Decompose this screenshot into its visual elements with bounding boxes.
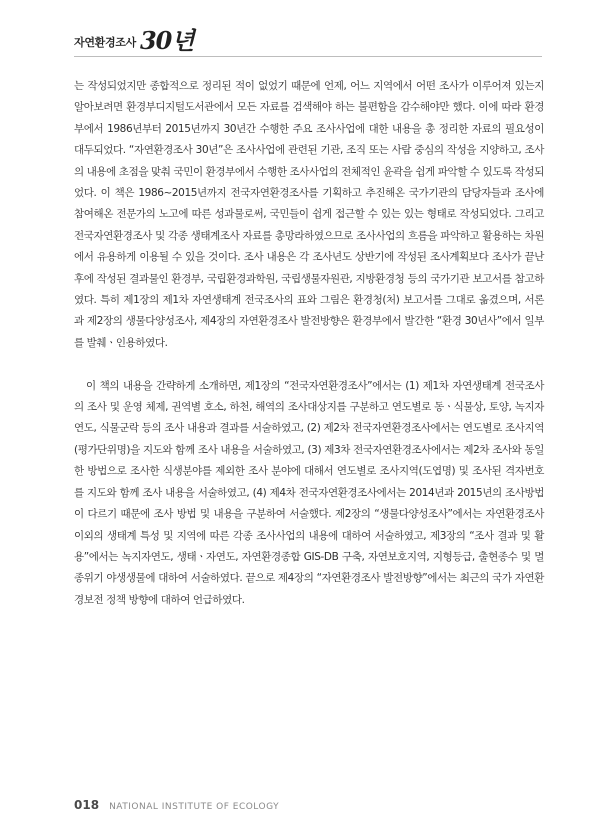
page-number: 018 xyxy=(74,798,100,812)
paragraph-2: 이 책의 내용을 간략하게 소개하면, 제1장의 “전국자연환경조사”에서는 (1) 제1차 자연생태계 전국조사의 조사 및 운영 체제, 권역별 호소, 하천, 해역의 조사대상지를 구분하고 연도별로 동ㆍ식물상, 토양, 녹지자연도, 식물군락 등의 조사 내용과 결과를 서술하였고, (2) 제2차 전국자연환경조사에서는 연도별로 조사지역(평가단위명)을 지도와 함께 조사 내용을 서술하였고, (3) 제3차 전국자연환경조사에서는 제2차 조사와 동일한 방법으로 조사한 식생분야를 제외한 조사 분야에 대해서 연도별로 조사지역(도엽명) 및 조사된 격자번호를 지도와 함께 조사 내용을 서술하였고, (4) 제4차 전국자연환경조사에서는 2014년과 2015년의 조사방법이 다르기 때문에 조사 방법 및 내용을 구분하여 서술했다. 제2장의 “생물다양성조사”에서는 자연환경조사 이외의 생태계 특성 및 지역에 따른 각종 조사사업의 내용에 대하여 서술하였고, 제3장의 “조사 결과 및 활용”에서는 녹지자연도, 생태ㆍ자연도, 자연환경종합 GIS-DB 구축, 자연보호지역, 지형등급, 출현종수 및 멸종위기 야생생물에 대하여 서술하였다. 끝으로 제4장의 “자연환경조사 발전방향”에서는 최근의 국가 자연환경보전 정책 방향에 대하여 언급하였다. xyxy=(74,379,544,606)
organization-name: NATIONAL INSTITUTE OF ECOLOGY xyxy=(109,802,280,812)
paragraph-spacer xyxy=(74,354,544,375)
body-text xyxy=(74,76,544,611)
paragraph-1: 는 작성되었지만 종합적으로 정리된 적이 없었기 때문에 언제, 어느 지역에서 어떤 조사가 이루어져 있는지 알아보려면 환경부디지털도서관에서 모든 자료를 검색해야 하는 불편함을 감수해야만 했다. 이에 따라 환경부에서 1986년부터 2015년까지 30년간 수행한 주요 조사사업에 대한 내용을 총 정리한 자료의 필요성이 대두되었다. “자연환경조사 30년”은 조사사업에 관련된 기관, 조직 또는 사람 중심의 작성을 지양하고, 조사의 내용에 초점을 맞춰 국민이 환경부에서 수행한 조사사업의 전체적인 윤곽을 쉽게 파악할 수 있도록 작성되었다. 이 책은 1986~2015년까지 전국자연환경조사를 기획하고 추진해온 국가기관의 담당자들과 조사에 참여해온 전문가의 노고에 따른 성과물로써, 국민들이 쉽게 접근할 수 있는 있는 형태로 작성되었다. 그리고 전국자연환경조사 및 각종 생태계조사 자료를 총망라하였으므로 조사사업의 흐름을 파악하고 활용하는 차원에서 유용하게 이용될 수 있을 것이다. 조사 내용은 각 조사년도 상반기에 작성된 조사계획보다 조사가 끝난 후에 작성된 결과물인 환경부, 국립환경과학원, 국립생물자원관, 지방환경청 등의 국가기관 보고서를 참고하였다. 특히 제1장의 제1차 자연생태계 전국조사의 표와 그림은 환경청(처) 보고서를 그대로 옮겼으며, 서론과 제2장의 생물다양성조사, 제4장의 자연환경조사 발전방향은 환경부에서 발간한 “환경 30년사”에서 일부를 발췌ㆍ인용하였다. xyxy=(74,80,544,349)
page-footer xyxy=(74,798,279,812)
header-logo: 30년 xyxy=(139,26,194,55)
running-header xyxy=(74,16,194,56)
header-title: 자연환경조사 xyxy=(74,36,136,49)
header-divider xyxy=(74,56,542,57)
